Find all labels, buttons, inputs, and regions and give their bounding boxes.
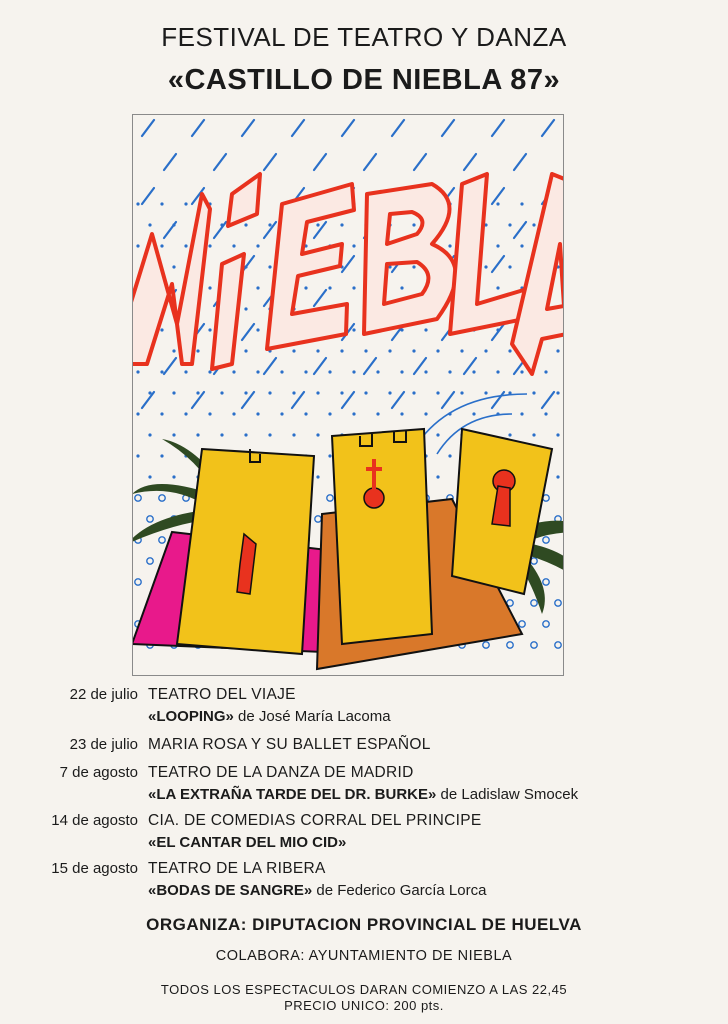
program-item: [0, 764, 728, 808]
tower-left: [177, 449, 314, 654]
festival-title: FESTIVAL DE TEATRO Y DANZA: [161, 22, 567, 52]
program-company: TEATRO DEL VIAJE: [148, 686, 296, 703]
start-time-line: TODOS LOS ESPECTACULOS DARAN COMIENZO A LAS 22,45: [160, 982, 568, 997]
program-author: de Federico García Lorca: [312, 882, 487, 899]
program-item: [0, 686, 728, 730]
tower-right: [452, 429, 552, 594]
program-work: [148, 882, 486, 899]
program-date: 22 de julio: [69, 686, 138, 703]
program-company: MARIA ROSA Y SU BALLET ESPAÑOL: [148, 736, 431, 753]
program-company: TEATRO DE LA RIBERA: [148, 860, 326, 877]
program-date: 14 de agosto: [51, 812, 138, 829]
program-work: [148, 834, 346, 851]
program-work-title: «BODAS DE SANGRE»: [148, 882, 313, 899]
program-author: de Ladislaw Smocek: [436, 786, 579, 803]
niebla-lettering: [132, 174, 564, 414]
program-company: TEATRO DE LA DANZA DE MADRID: [148, 764, 414, 781]
festival-subtitle: «CASTILLO DE NIEBLA 87»: [167, 64, 561, 96]
program-work: [148, 708, 391, 725]
program-company: CIA. DE COMEDIAS CORRAL DEL PRINCIPE: [148, 812, 482, 829]
program-work-title: «LOOPING»: [148, 708, 234, 725]
program-item: [0, 860, 728, 904]
program-date: 23 de julio: [69, 736, 138, 753]
program-item: [0, 812, 728, 856]
program-date: 15 de agosto: [51, 860, 138, 877]
program-author: de José María Lacoma: [233, 708, 391, 725]
tower-center: [332, 429, 432, 644]
organizer-line: ORGANIZA: DIPUTACION PROVINCIAL DE HUELVA: [146, 915, 582, 934]
program-work-title: «EL CANTAR DEL MIO CID»: [148, 834, 347, 851]
price-line: PRECIO UNICO: 200 pts.: [284, 998, 444, 1013]
poster-artwork: [132, 114, 564, 676]
program-date: 7 de agosto: [59, 764, 138, 781]
collaborator-line: COLABORA: AYUNTAMIENTO DE NIEBLA: [215, 948, 513, 964]
program-work: [148, 786, 578, 803]
program-work-title: «LA EXTRAÑA TARDE DEL DR. BURKE»: [148, 786, 437, 803]
